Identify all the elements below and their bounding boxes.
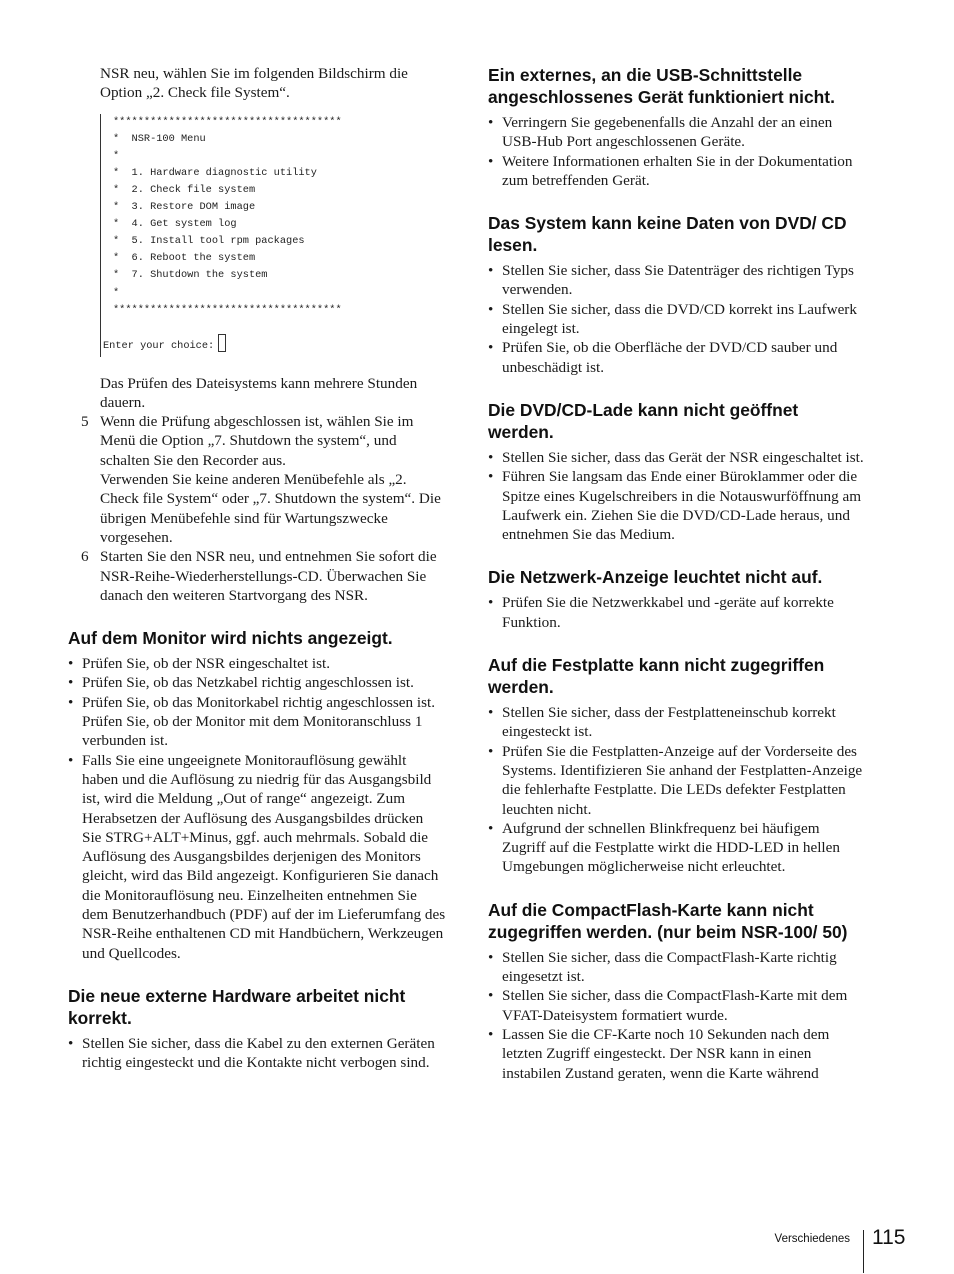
section-heading: Auf die CompactFlash-Karte kann nicht zugegriffen werden. (nur beim NSR-100/ 50) [488,899,848,942]
list-item: • Stellen Sie sicher, dass die DVD/CD korrekt ins Laufwerk eingelegt ist. [488,300,866,339]
section-heading: Ein externes, an die USB-Schnittstelle angeschlossenes Gerät funktioniert nicht. [488,65,835,107]
list-item: • Prüfen Sie die Festplatten-Anzeige auf der Vorderseite des Systems. Identifizieren Sie anhand der Festplatten-Anzeige die fehlerhafte Festplatte. Die LEDs defekter Festplatten leuchten nicht. [488,742,866,819]
bullet-list [488,948,866,1083]
list-item: • Falls Sie eine ungeeignete Monitorauflösung gewählt haben und die Auflösung zu niedrig für das Ausgangsbild ist, wird die Meldung „Out of range“ angezeigt. Zum Herabsetzen der Auflösung des Ausgangsbildes drücken Sie STRG+ALT+Minus, ggf. auch mehrmals. Sobald die Auflösung des Ausgangsbildes derjenigen des Monitors gleicht, wird das Bild angezeigt. Konfigurieren Sie danach die Monitorauflösung neu. Einzelheiten entnehmen Sie dem Benutzerhandbuch (PDF) auf der im Lieferumfang des NSR-Reihe enthaltenen CD mit Handbüchern, Werkzeugen und Quellcodes. [68,751,446,963]
step-list [68,412,446,605]
right-column [488,64,866,1083]
bullet-list [488,448,866,544]
list-item: • Stellen Sie sicher, dass die CompactFlash-Karte mit dem VFAT-Dateisystem formatiert wurde. [488,986,866,1025]
list-item: • Verringern Sie gegebenenfalls die Anzahl der an einen USB-Hub Port angeschlossenen Geräte. [488,113,866,152]
list-item: • Stellen Sie sicher, dass die Kabel zu den externen Geräten richtig eingesteckt und die Kontakte nicht verbogen sind. [68,1034,446,1073]
list-item: • Führen Sie langsam das Ende einer Büroklammer oder die Spitze eines Kugelschreibers in die Notauswurföffnung am Laufwerk ein. Ziehen Sie die DVD/CD-Lade heraus, und entnehmen Sie das Medium. [488,467,866,544]
list-item: • Lassen Sie die CF-Karte noch 10 Sekunden nach dem letzten Zugriff eingesteckt. Der NSR kann in einen instabilen Zustand geraten, wenn die Karte während [488,1025,866,1083]
list-item: • Prüfen Sie die Netzwerkkabel und -geräte auf korrekte Funktion. [488,593,866,632]
bullet-list [488,593,866,632]
intro-text: NSR neu, wählen Sie im folgenden Bildschirm die Option „2. Check file System“. [100,65,408,102]
step-text: Starten Sie den NSR neu, und entnehmen Sie sofort die NSR-Reihe-Wiederherstellungs-CD. Überwachen Sie danach den weiteren Startvorgang des NSR. [100,548,437,604]
section-heading: Die Netzwerk-Anzeige leuchtet nicht auf. [488,567,823,588]
list-item: • Prüfen Sie, ob das Monitorkabel richtig angeschlossen ist. Prüfen Sie, ob der Monitor mit dem Monitoranschluss 1 verbunden ist. [68,693,446,751]
list-item: • Stellen Sie sicher, dass der Festplatteneinschub korrekt eingesteckt ist. [488,703,866,742]
terminal-prompt: Enter your choice: [103,334,226,356]
bullet-list [488,261,866,377]
bullet-list [68,1034,446,1073]
page-number: 115 [872,1226,906,1249]
bullet-list [488,113,866,190]
section-heading: Auf die Festplatte kann nicht zugegriffen werden. [488,655,825,698]
step-note: Verwenden Sie keine anderen Menübefehle als „2. Check file System“ oder „7. Shutdown the system“. Die übrigen Menübefehle sind für Wartungszwecke vorgesehen. [100,471,441,546]
bullet-list [488,703,866,877]
list-item: • Stellen Sie sicher, dass das Gerät der NSR eingeschaltet ist. [488,448,866,467]
list-item: • Prüfen Sie, ob die Oberfläche der DVD/CD sauber und unbeschädigt ist. [488,338,866,377]
step-text: Wenn die Prüfung abgeschlossen ist, wählen Sie im Menü die Option „7. Shutdown the system“, und schalten Sie den Recorder aus. [100,413,414,469]
section-heading: Die neue externe Hardware arbeitet nicht korrekt. [68,985,406,1028]
step-item: 6 Starten Sie den NSR neu, und entnehmen Sie sofort die NSR-Reihe-Wiederherstellungs-CD. Überwachen Sie danach den weiteren Startvorgang des NSR. [81,548,437,604]
left-column [68,64,446,1073]
terminal-screenshot [100,114,391,357]
section-heading: Auf dem Monitor wird nichts angezeigt. [68,628,393,649]
section-heading: Das System kann keine Daten von DVD/ CD lesen. [488,213,847,256]
after-terminal-text: Das Prüfen des Dateisystems kann mehrere Stunden dauern. [100,374,418,411]
list-item: • Prüfen Sie, ob das Netzkabel richtig angeschlossen ist. [68,673,446,692]
step-item: 5 Wenn die Prüfung abgeschlossen ist, wählen Sie im Menü die Option „7. Shutdown the system“, und schalten Sie den Recorder aus. Verwenden Sie keine anderen Menübefehle als „2. Check file System“ oder „7. Shutdown the system“. Die übrigen Menübefehle sind für Wartungszwecke vorgesehen. [81,413,441,546]
footer-divider [863,1230,864,1273]
terminal-menu: ************************************* * NSR-100 Menu * * 1. Hardware diagnostic utility * 2. Check file system * 3. Restore DOM image * 4. Get system log * 5. Install tool rpm packages * 6. Reboot the system * 7. Shutdown the system * ************************************* [113,115,342,316]
footer-section-label: Verschiedenes [774,1233,850,1245]
list-item: • Stellen Sie sicher, dass Sie Datenträger des richtigen Typs verwenden. [488,261,866,300]
list-item: • Weitere Informationen erhalten Sie in der Dokumentation zum betreffenden Gerät. [488,152,866,191]
cursor-icon [218,334,226,352]
list-item: • Aufgrund der schnellen Blinkfrequenz bei häufigem Zugriff auf die Festplatte wirkt die HDD-LED in hellen Umgebungen möglicherweise nicht erleuchtet. [488,819,866,877]
section-heading: Die DVD/CD-Lade kann nicht geöffnet werden. [488,399,799,442]
bullet-list [68,654,446,963]
list-item: • Prüfen Sie, ob der NSR eingeschaltet ist. [68,654,446,673]
list-item: • Stellen Sie sicher, dass die CompactFlash-Karte richtig eingesetzt ist. [488,948,866,987]
